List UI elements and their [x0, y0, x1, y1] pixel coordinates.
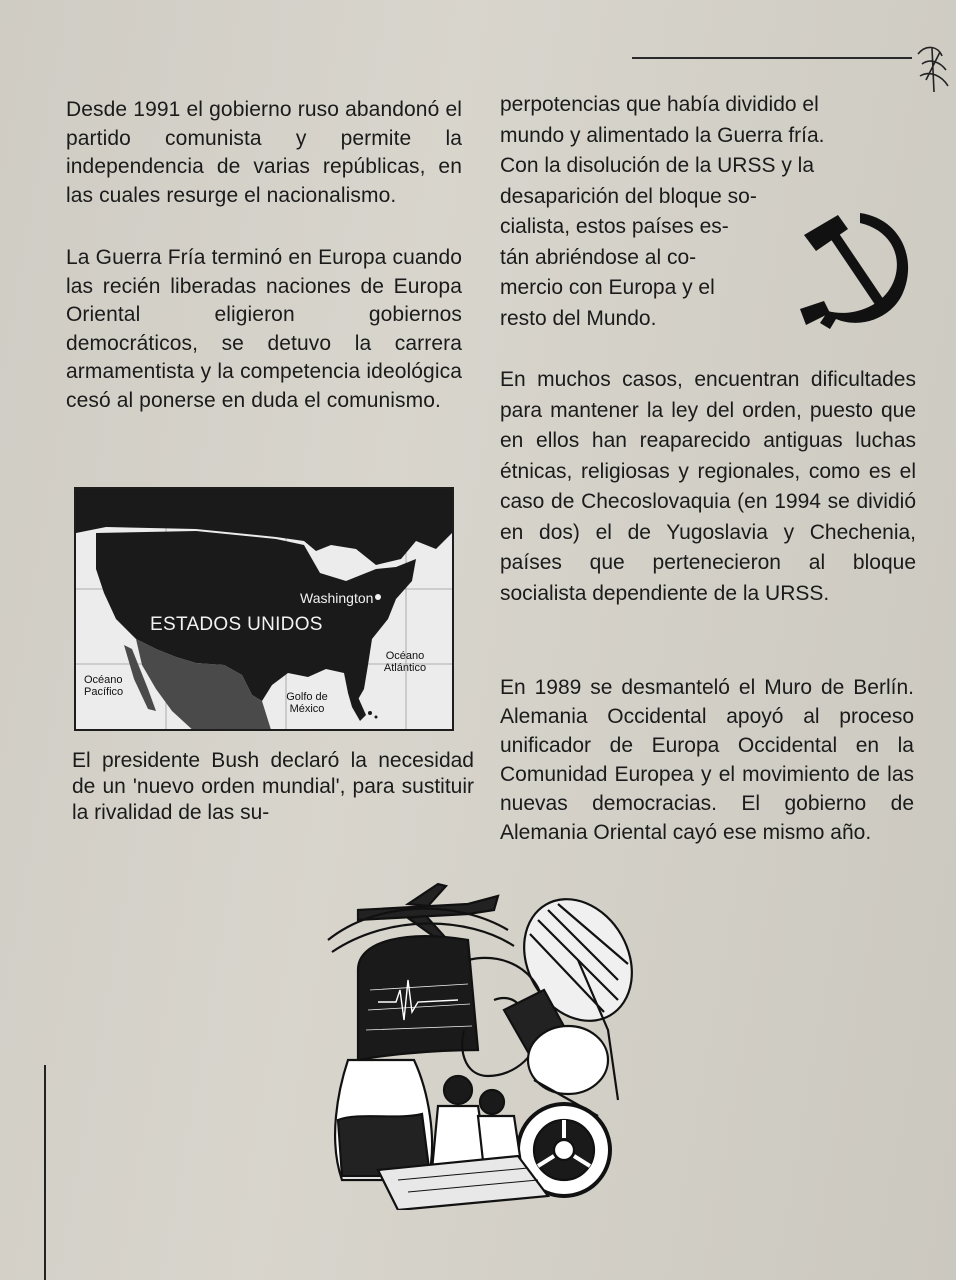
text-line: mundo y alimentado la Guerra fría. [500, 123, 825, 147]
text-line: desaparición del bloque so- [500, 184, 757, 208]
text-line: Con la disolución de la URSS y la [500, 154, 814, 177]
paragraph-bush-new-order: El presidente Bush declaró la necesidad de un 'nuevo orden mundial', para sustituir la rivalidad de las su- [72, 749, 474, 824]
map-label-gulf: Golfo de México [286, 691, 328, 715]
usa-map [74, 487, 454, 731]
left-column [66, 96, 462, 449]
paragraph-berlin-wall: En 1989 se desmanteló el Muro de Berlín. Alemania Occidental apoyó al proceso unificador de Europa Occidental en la Comunidad Europea y el movimiento de las nuevas democracias. El gobierno de Alemania Oriental cayó ese mismo año. [500, 676, 914, 844]
header-rule [632, 57, 912, 59]
paragraph-cold-war-end: La Guerra Fría terminó en Europa cuando las recién liberadas naciones de Europa Oriental eligieron gobiernos democráticos, se detuvo la carrera armamentista y la competencia ideológica cesó al ponerse en duda el comunismo. [66, 246, 462, 412]
text-line: cialista, estos países es- [500, 215, 729, 238]
paragraph-ethnic-conflicts: En muchos casos, encuentran dificultades para mantener la ley del orden, puesto que en ellos han reaparecido antiguas luchas étnicas, religiosas y regionales, como es el caso de Checoslovaquia (en 1994 se dividió en dos) el de Yugoslavia y Chechenia, países que pertenecieron al bloque socialista dependiente de la URSS. [500, 368, 916, 605]
text-line: perpotencias que había dividido el [500, 93, 819, 116]
text-line: resto del Mundo. [500, 306, 657, 330]
text-line: tán abriéndose al co- [500, 245, 697, 269]
map-label-country: ESTADOS UNIDOS [150, 614, 323, 635]
text-line: mercio con Europa y el [500, 276, 715, 299]
technology-collage-illustration [318, 880, 658, 1210]
corner-ornament-icon [912, 40, 956, 100]
map-label-pacific: Océano Pacífico [84, 674, 124, 698]
margin-rule [44, 1065, 46, 1280]
map-label-atlantic: Océano Atlántico [383, 650, 427, 674]
hammer-and-sickle-icon [790, 205, 920, 335]
map-label-washington: Washington [300, 590, 374, 606]
paragraph-russia-1991: Desde 1991 el gobierno ruso abandonó el partido comunista y permite la independencia de varias repúblicas, en las cuales resurge el nacionalismo. [66, 98, 462, 207]
